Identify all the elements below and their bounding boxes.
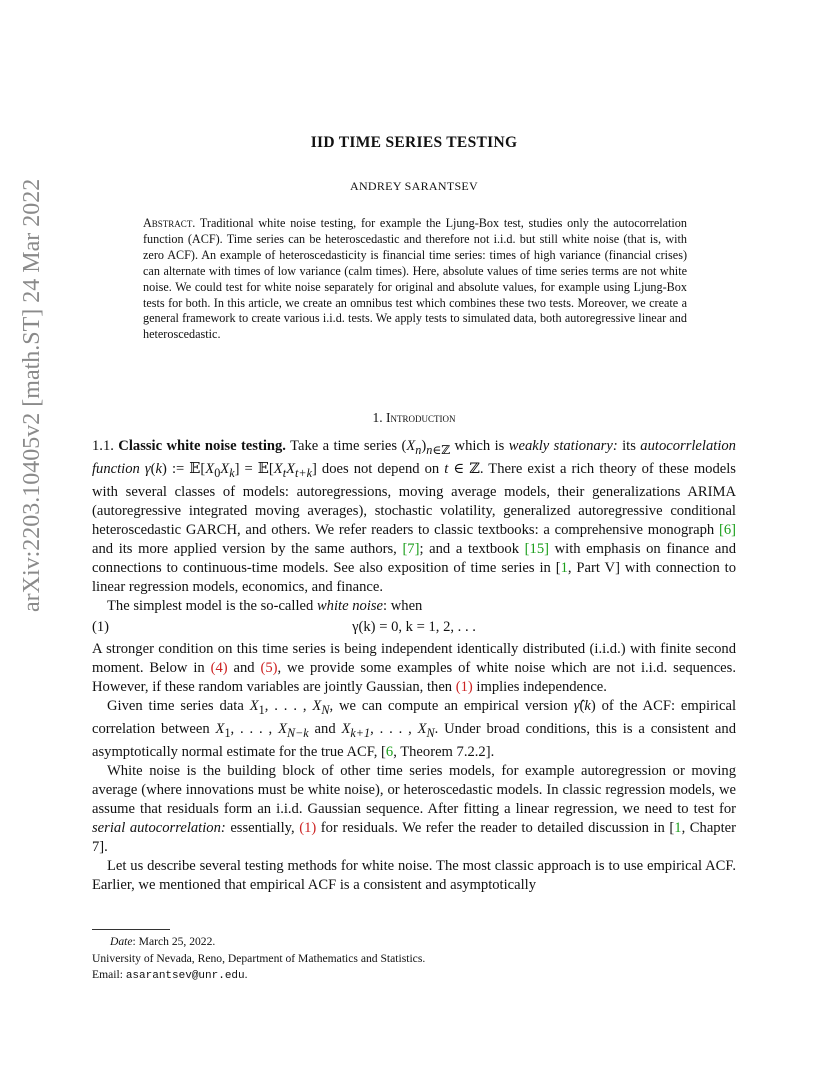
footnote [92,934,732,985]
abstract [143,216,687,343]
equation-link[interactable]: (1) [299,819,317,836]
email-address[interactable]: asarantsev@unr.edu [125,970,245,982]
equation-label: (1) [92,618,110,635]
date-label: Date [110,935,133,948]
arxiv-stamp-text: arXiv:2203.10405v2 [math.ST] 24 Mar 2022 [19,178,45,612]
paragraph: The simplest model is the so-called white noise: when [107,597,423,614]
email-label: Email: [92,968,126,981]
footnote-email [92,967,732,985]
equation-link[interactable]: (5) [260,659,278,676]
paragraph: 1.1. Classic white noise testing. Take a time series $(X_n)_{n\in ℤ}$ which is weakly stationary: its autocorrlelation function γ(k) := $𝔼[X_0X_k]$ = $𝔼[X_tX_{t+k}]$ does not depend on t ∈ ℤ. There exist a rich theory of these models with several classes of models: autoregressions, moving average models, their generalizations ARIMA (autoregressive integrated moving averages), stochastic volatility, generalized autoregressive conditional heteroscedastic GARCH, and others. We refer readers to classic textbooks: a comprehensive monograph [6] and its more applied version by the same authors, [7]; and a textbook [15] with emphasis on finance and connections to continuous-time models. See also exposition of time series in [1, Part V] with connection to linear regression models, economics, and finance. [92,438,736,595]
citation-link[interactable]: [15] [524,540,549,557]
section-heading [0,410,828,426]
subsection-number: 1.1. [92,438,114,454]
paper-author: ANDREY SARANTSEV [349,179,479,193]
equation-link[interactable]: (4) [210,659,228,676]
section-title: Introduction [386,410,456,425]
paragraph: A stronger condition on this time series is being independent identically distributed (i.i.d.) with finite second moment. Below in (4) and (5), we provide some examples of white noise which are not i.i.d. sequences. However, if these random variables are jointly Gaussian, then (1) implies independence. [92,640,736,695]
paragraph: White noise is the building block of other time series models, for example autoregression or moving average (where innovations must be white noise), or heteroscedastic models. In classic regression models, we assume that residuals form an i.i.d. Gaussian sequence. After fitting a linear regression, we need to test for serial autocorrelation: essentially, (1) for residuals. We refer the reader to detailed discussion in [1, Chapter 7]. [92,762,736,855]
abstract-text: Traditional white noise testing, for example the Ljung-Box test, studies only the autocorrelation function (ACF). Time series can be heteroscedastic and therefore not i.i.d. but still white noise (that is, with zero ACF). An example of heteroscedasticity is financial time series: times of high variance (financial crises) can alternate with times of low variance (calm times). Here, absolute values of time series terms are not white noise. We could test for white noise separately for original and absolute values, for example using Ljung-Box tests for both. In this article, we create an omnibus test which combines these two tests. Moreover, we create a general framework to create various i.i.d. tests. We apply tests to simulated data, both autoregressive linear and heteroscedastic. [143,216,687,342]
date-value: : March 25, 2022. [132,935,216,948]
footnote-rule [92,929,170,930]
section-number: 1. [372,410,383,425]
body-text [92,437,736,895]
subsection-title: Classic white noise testing. [118,438,286,454]
equation-1 [92,618,736,637]
citation-link[interactable]: [6] [718,521,736,538]
citation-link[interactable]: [7] [402,540,420,557]
citation-link[interactable]: 1 [674,819,682,836]
paper-title: IID TIME SERIES TESTING [310,134,518,151]
paragraph: Given time series data $X_1$, . . . , $X_N$, we can compute an empirical version γ̂(k) of the ACF: empirical correlation between $X_1$, . . . , $X_{N-k}$ and $X_{k+1}$, . . . , $X_N$. Under broad conditions, this is a consistent and asymptotically normal estimate for the true ACF, [6, Theorem 7.2.2]. [92,697,737,760]
equation-link[interactable]: (1) [455,678,473,695]
footnote-affiliation: University of Nevada, Reno, Department of Mathematics and Statistics. [92,951,426,965]
paragraph: Let us describe several testing methods for white noise. The most classic approach is to use empirical ACF. Earlier, we mentioned that empirical ACF is a consistent and asymptotically [92,857,736,893]
footnote-date [92,934,732,951]
citation-link[interactable]: 6 [385,743,394,760]
citation-link[interactable]: 1 [560,559,568,576]
equation-formula: γ(k) = 0, k = 1, 2, . . . [352,618,476,635]
abstract-label: Abstract. [143,216,196,230]
email-end: . [244,968,248,981]
